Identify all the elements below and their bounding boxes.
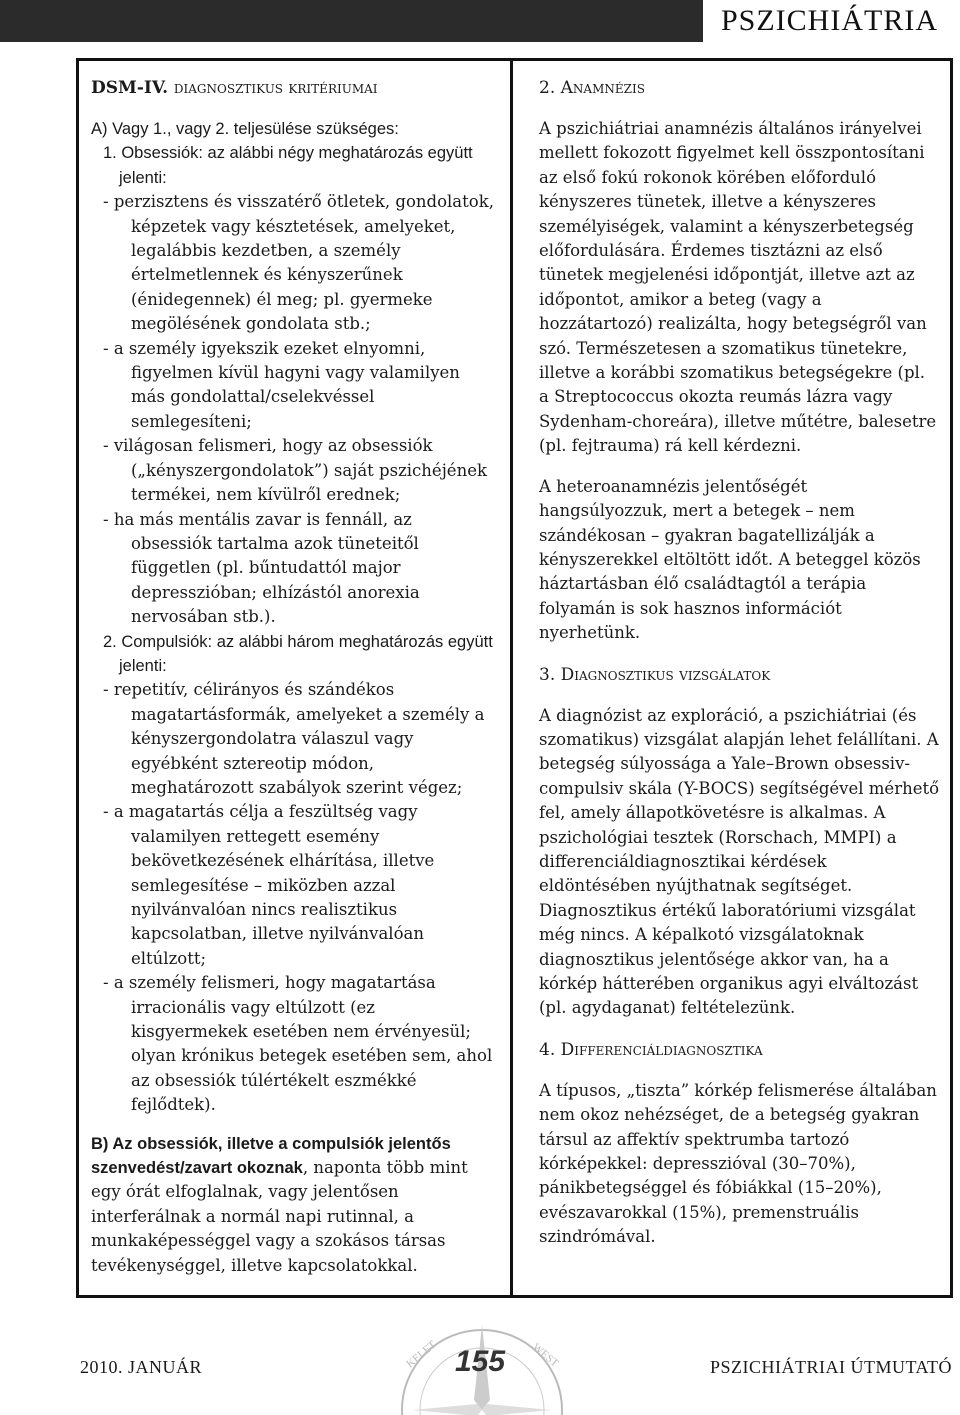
item1-lead: 1. Obsessiók: az alábbi négy meghatározás együtt jelenti: xyxy=(103,144,473,187)
part-b-rest: , naponta több mint egy órát elfoglalnak, vagy jelentősen interferálnak a normál napi rutinnal, a munkaképességgel vagy a szokásos társas tevékenységgel, illetve kapcsolatokkal. xyxy=(91,1158,468,1275)
footer-journal: PSZICHIÁTRIAI ÚTMUTATÓ xyxy=(709,1357,952,1377)
criteria-heading-sub: diagnosztikus kritériumai xyxy=(173,78,378,98)
section2-heading: 2. Anamnézis xyxy=(539,78,645,98)
footer-date: 2010. JANUÁR xyxy=(80,1357,203,1377)
item2-bullet: - a magatartás célja a feszültség vagy valamilyen rettegett esemény bekövetkezésének elhárítása, illetve semlegesítése – miközben azzal nyilvánvalóan nincs realisztikus kapcsolatban, illetve nyilvánvalóan eltúlzott; xyxy=(103,802,435,968)
section4-heading: 4. Differenciáldiagnosztika xyxy=(539,1039,763,1060)
criteria-heading-main: DSM-IV. xyxy=(91,78,168,98)
main-text-box xyxy=(510,58,953,1298)
section-title: PSZICHIÁTRIA xyxy=(703,0,960,42)
compass-text-left: KELET xyxy=(404,1338,439,1371)
section4-paragraph: A típusos, „tiszta” kórkép felismerése általában nem okoz nehézséget, de a betegség gyakran társul az affektív spektrumba tartozó kórképekkel: depresszióval (30–70%), pánikbetegséggel és fóbiákkal (15–20%), evészavarokkal (15%), premenstruális szindrómával. xyxy=(539,1080,937,1247)
item2-bullet: - a személy felismeri, hogy magatartása irracionális vagy eltúlzott (ez kisgyermekek esetében nem érvényesül; olyan krónikus betegek esetében sem, ahol az obsessiók túlértékelt eszmékké fejlődtek). xyxy=(103,973,493,1115)
dsm-criteria-box xyxy=(76,58,510,1298)
criteria-heading xyxy=(91,75,496,101)
section3-paragraph: A diagnózist az exploráció, a pszichiátriai (és szomatikus) vizsgálat alapján lehet felállítani. A betegség súlyossága a Yale–Brown obsessiv-compulsiv skála (Y-BOCS) segítségével mérhető fel, amely állapotkövetésre is alkalmas. A pszichológiai tesztek (Rorschach, MMPI) a differenciáldiagnosztikai kérdések eldöntésében nyújthatnak segítséget. Diagnosztikus értékű laboratóriumi vizsgálat még nincs. A képalkotó vizsgálatoknak diagnosztikus jelentősége akkor van, ha a kórkép hátterében organikus agyi elváltozást (pl. agydaganat) feltételezünk. xyxy=(539,705,940,1018)
item1-bullet: - világosan felismeri, hogy az obsessiók („kényszergondolatok”) saját pszichéjének termékei, nem kívülről erednek; xyxy=(103,436,487,505)
section2-paragraph: A heteroanamnézis jelentőségét hangsúlyozzuk, mert a betegek – nem szándékosan – gyakran bagatellizálják a kényszerekkel eltöltött időt. A beteggel közös háztartásban élő családtagtól a terápia folyamán is sok hasznos információt nyerhetünk. xyxy=(539,476,921,643)
part-a-title: A) Vagy 1., vagy 2. teljesülése szükséges: xyxy=(91,120,399,138)
item1-bullet: - perzisztens és visszatérő ötletek, gondolatok, képzetek vagy késztetések, amelyeket, legalábbis kezdetben, a személy értelmetlennek és kényszerűnek (énidegennek) él meg; pl. gyermeke megölésének gondolata stb.; xyxy=(103,192,494,334)
item2-lead: 2. Compulsiók: az alábbi három meghatározás együtt jelenti: xyxy=(103,632,493,675)
page-header-bar xyxy=(0,0,960,42)
part-b-bold: B) Az obsessiók, illetve a compulsiók jelentős szenvedést/zavart okoznak xyxy=(91,1134,451,1178)
section3-heading: 3. Diagnosztikus vizsgálatok xyxy=(539,664,771,685)
compass-text-right: WEST xyxy=(530,1341,561,1370)
section2-paragraph: A pszichiátriai anamnézis általános irányelvei mellett fokozott figyelmet kell összpontosítani az első fokú rokonok körében előforduló kényszeres tünetek, illetve a kényszeres személyiségek, valamint a kényszerbetegség előfordulására. Érdemes tisztázni az első tünetek megjelenési időpontját, illetve azt az időpontot, amikor a beteg (vagy a hozzátartozó) realizálta, hogy betegségről van szó. Természetesen a szomatikus tünetekre, illetve a korábbi szomatikus betegségekre (pl. a Streptococcus okozta reumás lázra vagy Sydenham-choreára), illetve műtétre, balesetre (pl. fejtrauma) rá kell kérdezni. xyxy=(539,119,937,456)
item1-bullet: - ha más mentális zavar is fennáll, az obsessiók tartalma azok tüneteitől független (pl. bűntudattól major depresszióban; elhízástól anorexia nervosában stb.). xyxy=(103,509,420,627)
page-number: 155 xyxy=(454,1345,506,1378)
item1-bullet: - a személy igyekszik ezeket elnyomni, figyelmen kívül hagyni vagy valamilyen más gondolattal/cselekvéssel semlegesíteni; xyxy=(103,338,460,431)
part-b-paragraph xyxy=(91,1132,496,1278)
item2-bullet: - repetitív, célirányos és szándékos magatartásformák, amelyeket a személy a kényszergondolatra válaszul vagy egyébként sztereotip módon, meghatározott szabályok szerint végez; xyxy=(103,680,485,797)
header-dark-band xyxy=(0,0,703,42)
